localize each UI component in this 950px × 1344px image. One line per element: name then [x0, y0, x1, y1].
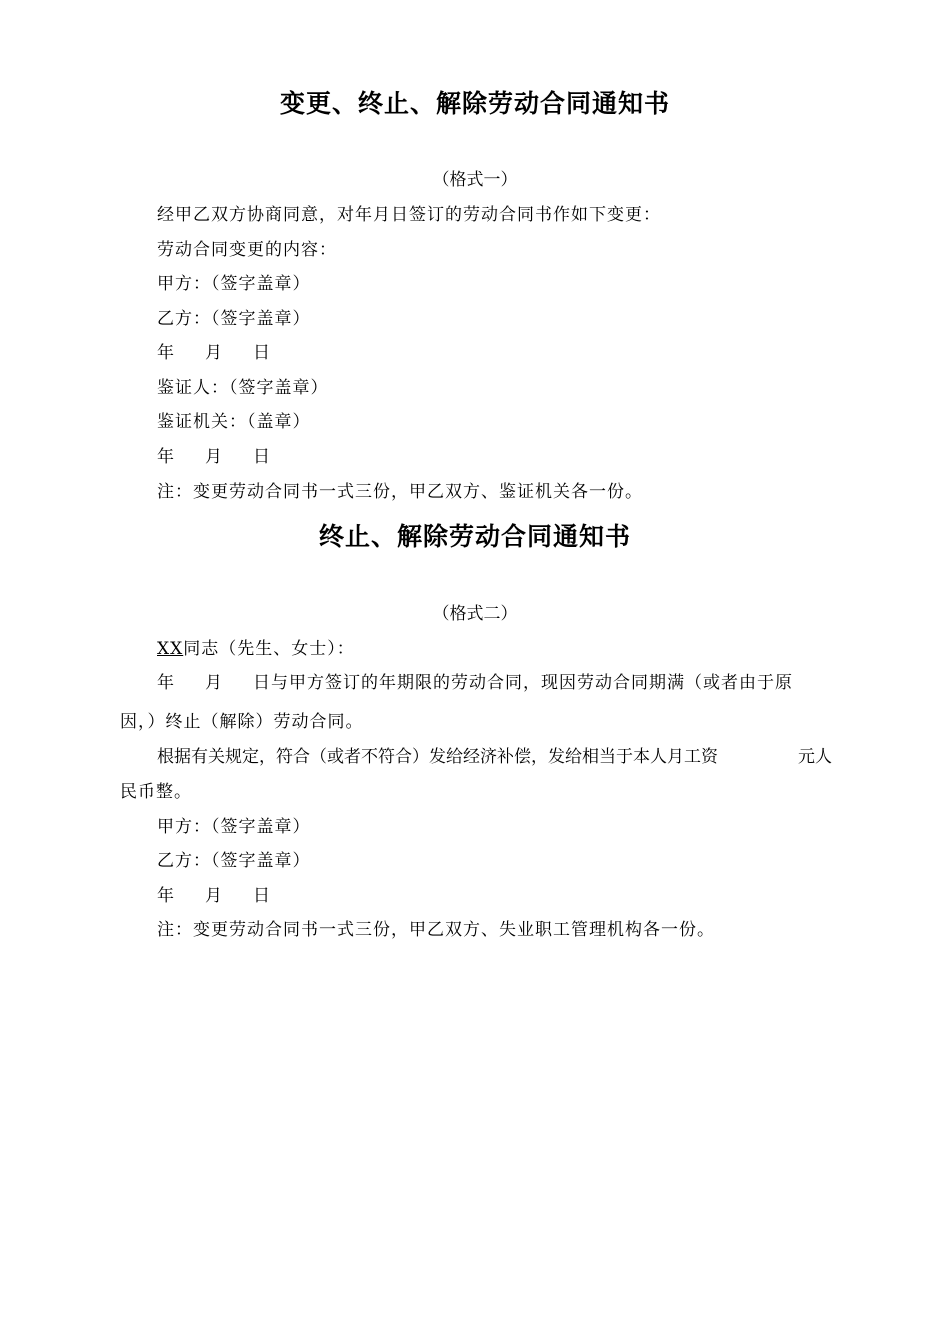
section2-salutation	[157, 634, 355, 659]
section1-intro: 经甲乙双方协商同意，对年月日签订的劳动合同书作如下变更：	[157, 205, 661, 225]
date-month: 月	[205, 343, 223, 363]
date-year: 年	[157, 343, 175, 363]
section1-witness: 鉴证人：（签字盖章）	[157, 378, 329, 398]
section1-party-a: 甲方：（签字盖章）	[157, 274, 311, 294]
section1-title: 变更、终止、解除劳动合同通知书	[279, 89, 670, 118]
section2-party-a: 甲方：（签字盖章）	[157, 817, 311, 837]
date-year: 年	[157, 673, 175, 693]
date-month: 月	[205, 447, 223, 467]
section1-party-b: 乙方：（签字盖章）	[157, 309, 311, 329]
date-year: 年	[157, 886, 175, 906]
date-day: 日	[253, 447, 271, 467]
section2-para2-line1	[157, 742, 832, 767]
section2-note: 注：变更劳动合同书一式三份，甲乙双方、失业职工管理机构各一份。	[157, 920, 715, 940]
section2-para2-line2: 民币整。	[120, 782, 192, 802]
section1-format: （格式一）	[432, 170, 518, 190]
section1-date-2	[157, 442, 271, 467]
section2-para1-line1	[157, 668, 793, 693]
section2-party-b: 乙方：（签字盖章）	[157, 851, 311, 871]
date-month: 月	[205, 673, 223, 693]
section1-date-1	[157, 338, 271, 363]
section1-note: 注：变更劳动合同书一式三份，甲乙双方、鉴证机关各一份。	[157, 482, 643, 502]
salutation-rest: 同志（先生、女士）：	[183, 639, 355, 659]
section1-content-label: 劳动合同变更的内容：	[157, 240, 337, 260]
section2-date	[157, 881, 271, 906]
para2-text-end: 元人	[798, 747, 832, 767]
date-year: 年	[157, 447, 175, 467]
section2-title: 终止、解除劳动合同通知书	[318, 522, 631, 551]
date-day: 日	[253, 886, 271, 906]
section2-para1-line2: 因，）终止（解除）劳动合同。	[120, 712, 364, 732]
date-day: 日	[253, 343, 271, 363]
para2-text: 根据有关规定，符合（或者不符合）发给经济补偿，发给相当于本人月工资	[157, 747, 718, 767]
section2-format: （格式二）	[432, 604, 518, 624]
date-month: 月	[205, 886, 223, 906]
para1-text: 日与甲方签订的年期限的劳动合同，现因劳动合同期满（或者由于原	[253, 673, 793, 693]
section1-witness-org: 鉴证机关：（盖章）	[157, 412, 311, 432]
salutation-name: XX	[157, 639, 184, 659]
